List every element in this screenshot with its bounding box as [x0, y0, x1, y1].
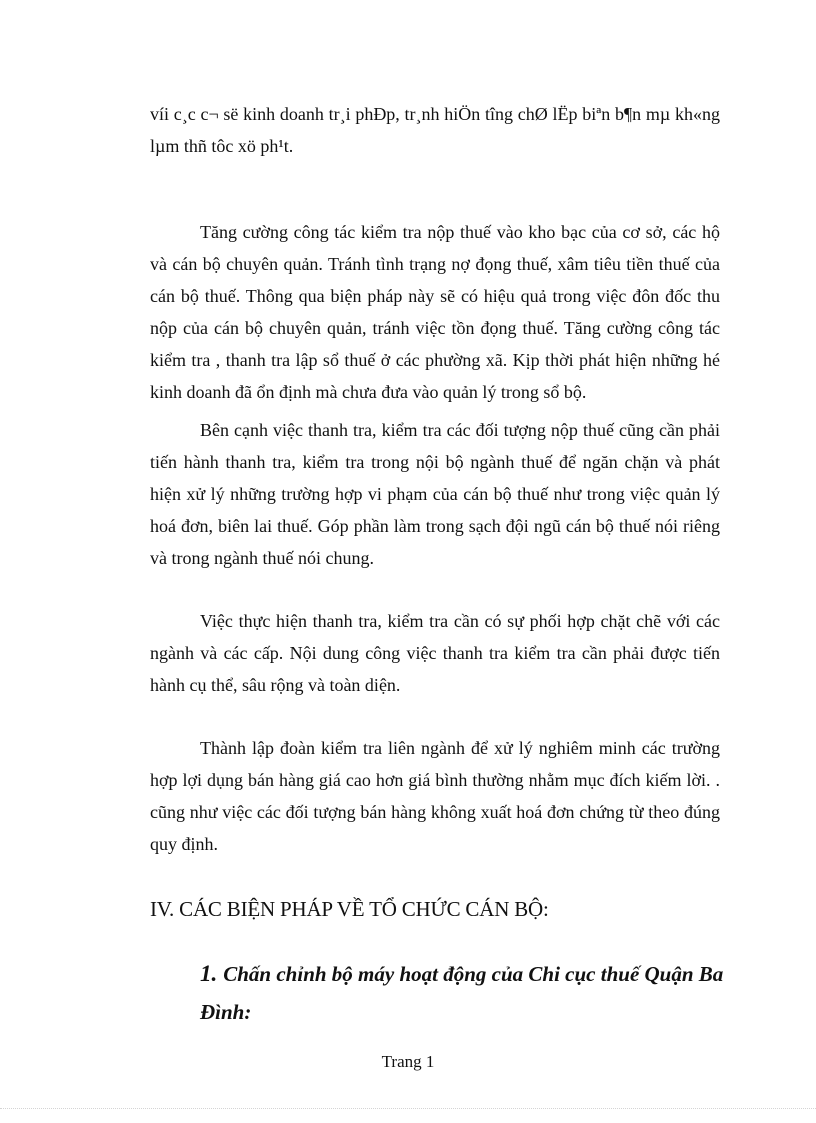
sub-heading-number: 1.	[200, 961, 218, 986]
paragraph-tax-inspection: Tăng cường công tác kiểm tra nộp thuế vào kho bạc của cơ sở, các hộ và cán bộ chuyên quản. Tránh tình trạng nợ đọng thuế, xâm tiêu tiền thuế của cán bộ thuế. Thông qua biện pháp này sẽ có hiệu quả trong việc đôn đốc thu nộp của cán bộ chuyên quản, tránh việc tồn đọng thuế. Tăng cường công tác kiểm tra , thanh tra lập sổ thuế ở các phường xã. Kịp thời phát hiện những hé kinh doanh đã ổn định mà chưa đưa vào quản lý trong sổ bộ.	[150, 222, 720, 402]
paragraph-coordination: Việc thực hiện thanh tra, kiểm tra cần có sự phối hợp chặt chẽ với các ngành và các cấp. Nội dung công việc thanh tra kiểm tra cần phải được tiến hành cụ thể, sâu rộng và toàn diện.	[150, 611, 720, 695]
sub-heading	[200, 955, 730, 1031]
sub-heading-text: Chấn chỉnh bộ máy hoạt động của Chi cục thuế Quận Ba Đình:	[200, 962, 724, 1024]
paragraph-internal-inspection: Bên cạnh việc thanh tra, kiểm tra các đối tượng nộp thuế cũng cần phải tiến hành thanh tra, kiểm tra trong nội bộ ngành thuế để ngăn chặn và phát hiện xử lý những trường hợp vi phạm của cán bộ thuế như trong việc quản lý hoá đơn, biên lai thuế. Góp phần làm trong sạch đội ngũ cán bộ thuế nói riêng và trong ngành thuế nói chung.	[150, 420, 720, 568]
section-heading: IV. CÁC BIỆN PHÁP VỀ TỔ CHỨC CÁN BỘ:	[150, 897, 549, 921]
paragraph-interagency-team: Thành lập đoàn kiểm tra liên ngành để xử lý nghiêm minh các trường hợp lợi dụng bán hàng giá cao hơn giá bình thường nhằm mục đích kiếm lời. . cũng như việc các đối tượng bán hàng không xuất hoá đơn chứng từ theo đúng quy định.	[150, 738, 720, 854]
page-number: Trang 1	[381, 1052, 435, 1071]
page-bottom-divider	[0, 1108, 816, 1109]
paragraph-continuation: víi c¸c c¬ së kinh doanh tr¸i phÐp, tr¸nh hiÖn tîng chØ lËp biªn b¶n mµ kh«ng lµm thñ tôc xö ph¹t.	[150, 104, 720, 156]
